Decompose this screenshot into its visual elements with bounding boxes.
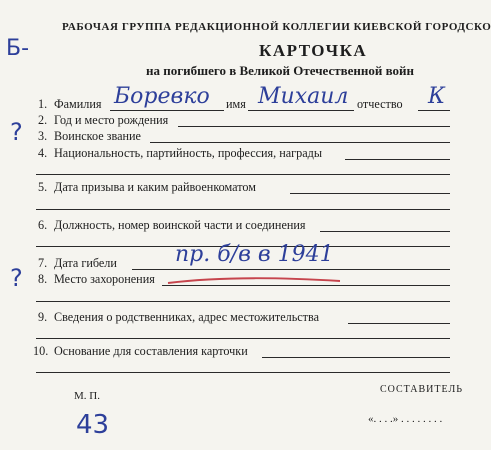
field-1-surname-line bbox=[110, 110, 224, 111]
field-8-number: 8. bbox=[38, 272, 48, 286]
field-6-label: Должность, номер воинской части и соединения bbox=[54, 218, 306, 232]
field-9-line-2 bbox=[36, 338, 450, 339]
field-1-surname-value: Боревко bbox=[114, 84, 210, 109]
field-4-line-2 bbox=[36, 174, 450, 175]
field-3-number: 3. bbox=[38, 129, 48, 143]
field-2-label: Год и место рождения bbox=[54, 113, 169, 127]
field-1-patronymic-line bbox=[418, 110, 450, 111]
field-1-patronymic-label: отчество bbox=[357, 97, 403, 111]
field-6-number: 6. bbox=[38, 218, 48, 232]
field-3-label: Воинское звание bbox=[54, 129, 141, 143]
field-9-line bbox=[348, 323, 450, 324]
card-title: КАРТОЧКА bbox=[259, 41, 368, 60]
compiler-date-line: «. . . .» . . . . . . . . bbox=[368, 413, 443, 425]
field-7-value: пр. б/в в 1941 bbox=[175, 242, 334, 267]
field-5-line-2 bbox=[36, 209, 450, 210]
field-1-label: Фамилия bbox=[54, 97, 102, 111]
field-10-line-2 bbox=[36, 372, 450, 373]
card-subtitle: на погибшего в Великой Отечественной войн bbox=[146, 63, 415, 78]
field-3-line bbox=[150, 142, 450, 143]
field-7-line bbox=[132, 269, 450, 270]
handwritten-corner-note: Б- bbox=[6, 36, 30, 61]
field-4-label: Национальность, партийность, профессия, награды bbox=[54, 146, 323, 160]
field-5-line bbox=[290, 193, 450, 194]
field-7-label: Дата гибели bbox=[54, 256, 117, 270]
field-1-patronymic-value: К bbox=[428, 84, 446, 109]
red-underline-mark bbox=[165, 275, 345, 287]
field-6-line bbox=[320, 231, 450, 232]
field-10-label: Основание для составления карточки bbox=[54, 344, 248, 358]
handwritten-number: 43 bbox=[76, 410, 110, 440]
field-4-line bbox=[345, 159, 450, 160]
field-10-line bbox=[262, 357, 450, 358]
field-8-label: Место захоронения bbox=[54, 272, 155, 286]
field-10-number: 10. bbox=[33, 344, 49, 358]
field-1-name-label: имя bbox=[226, 97, 246, 111]
field-2-line bbox=[178, 126, 450, 127]
field-4-number: 4. bbox=[38, 146, 48, 160]
field-8-line-2 bbox=[36, 301, 450, 302]
header-organization: РАБОЧАЯ ГРУППА РЕДАКЦИОННОЙ КОЛЛЕГИИ КИЕВСКОЙ ГОРОДСКО bbox=[62, 21, 491, 33]
compiler-label: СОСТАВИТЕЛЬ bbox=[380, 384, 464, 395]
handwritten-question-1: ? bbox=[10, 118, 23, 146]
stamp-place-label: М. П. bbox=[74, 390, 100, 402]
field-5-label: Дата призыва и каким райвоенкоматом bbox=[54, 180, 256, 194]
field-7-number: 7. bbox=[38, 256, 48, 270]
field-5-number: 5. bbox=[38, 180, 48, 194]
field-1-number: 1. bbox=[38, 97, 48, 111]
field-1-name-value: Михаил bbox=[258, 84, 349, 109]
field-1-name-line bbox=[248, 110, 354, 111]
handwritten-question-2: ? bbox=[10, 264, 23, 292]
field-9-number: 9. bbox=[38, 310, 48, 324]
field-2-number: 2. bbox=[38, 113, 48, 127]
field-9-label: Сведения о родственниках, адрес местожительства bbox=[54, 310, 319, 324]
